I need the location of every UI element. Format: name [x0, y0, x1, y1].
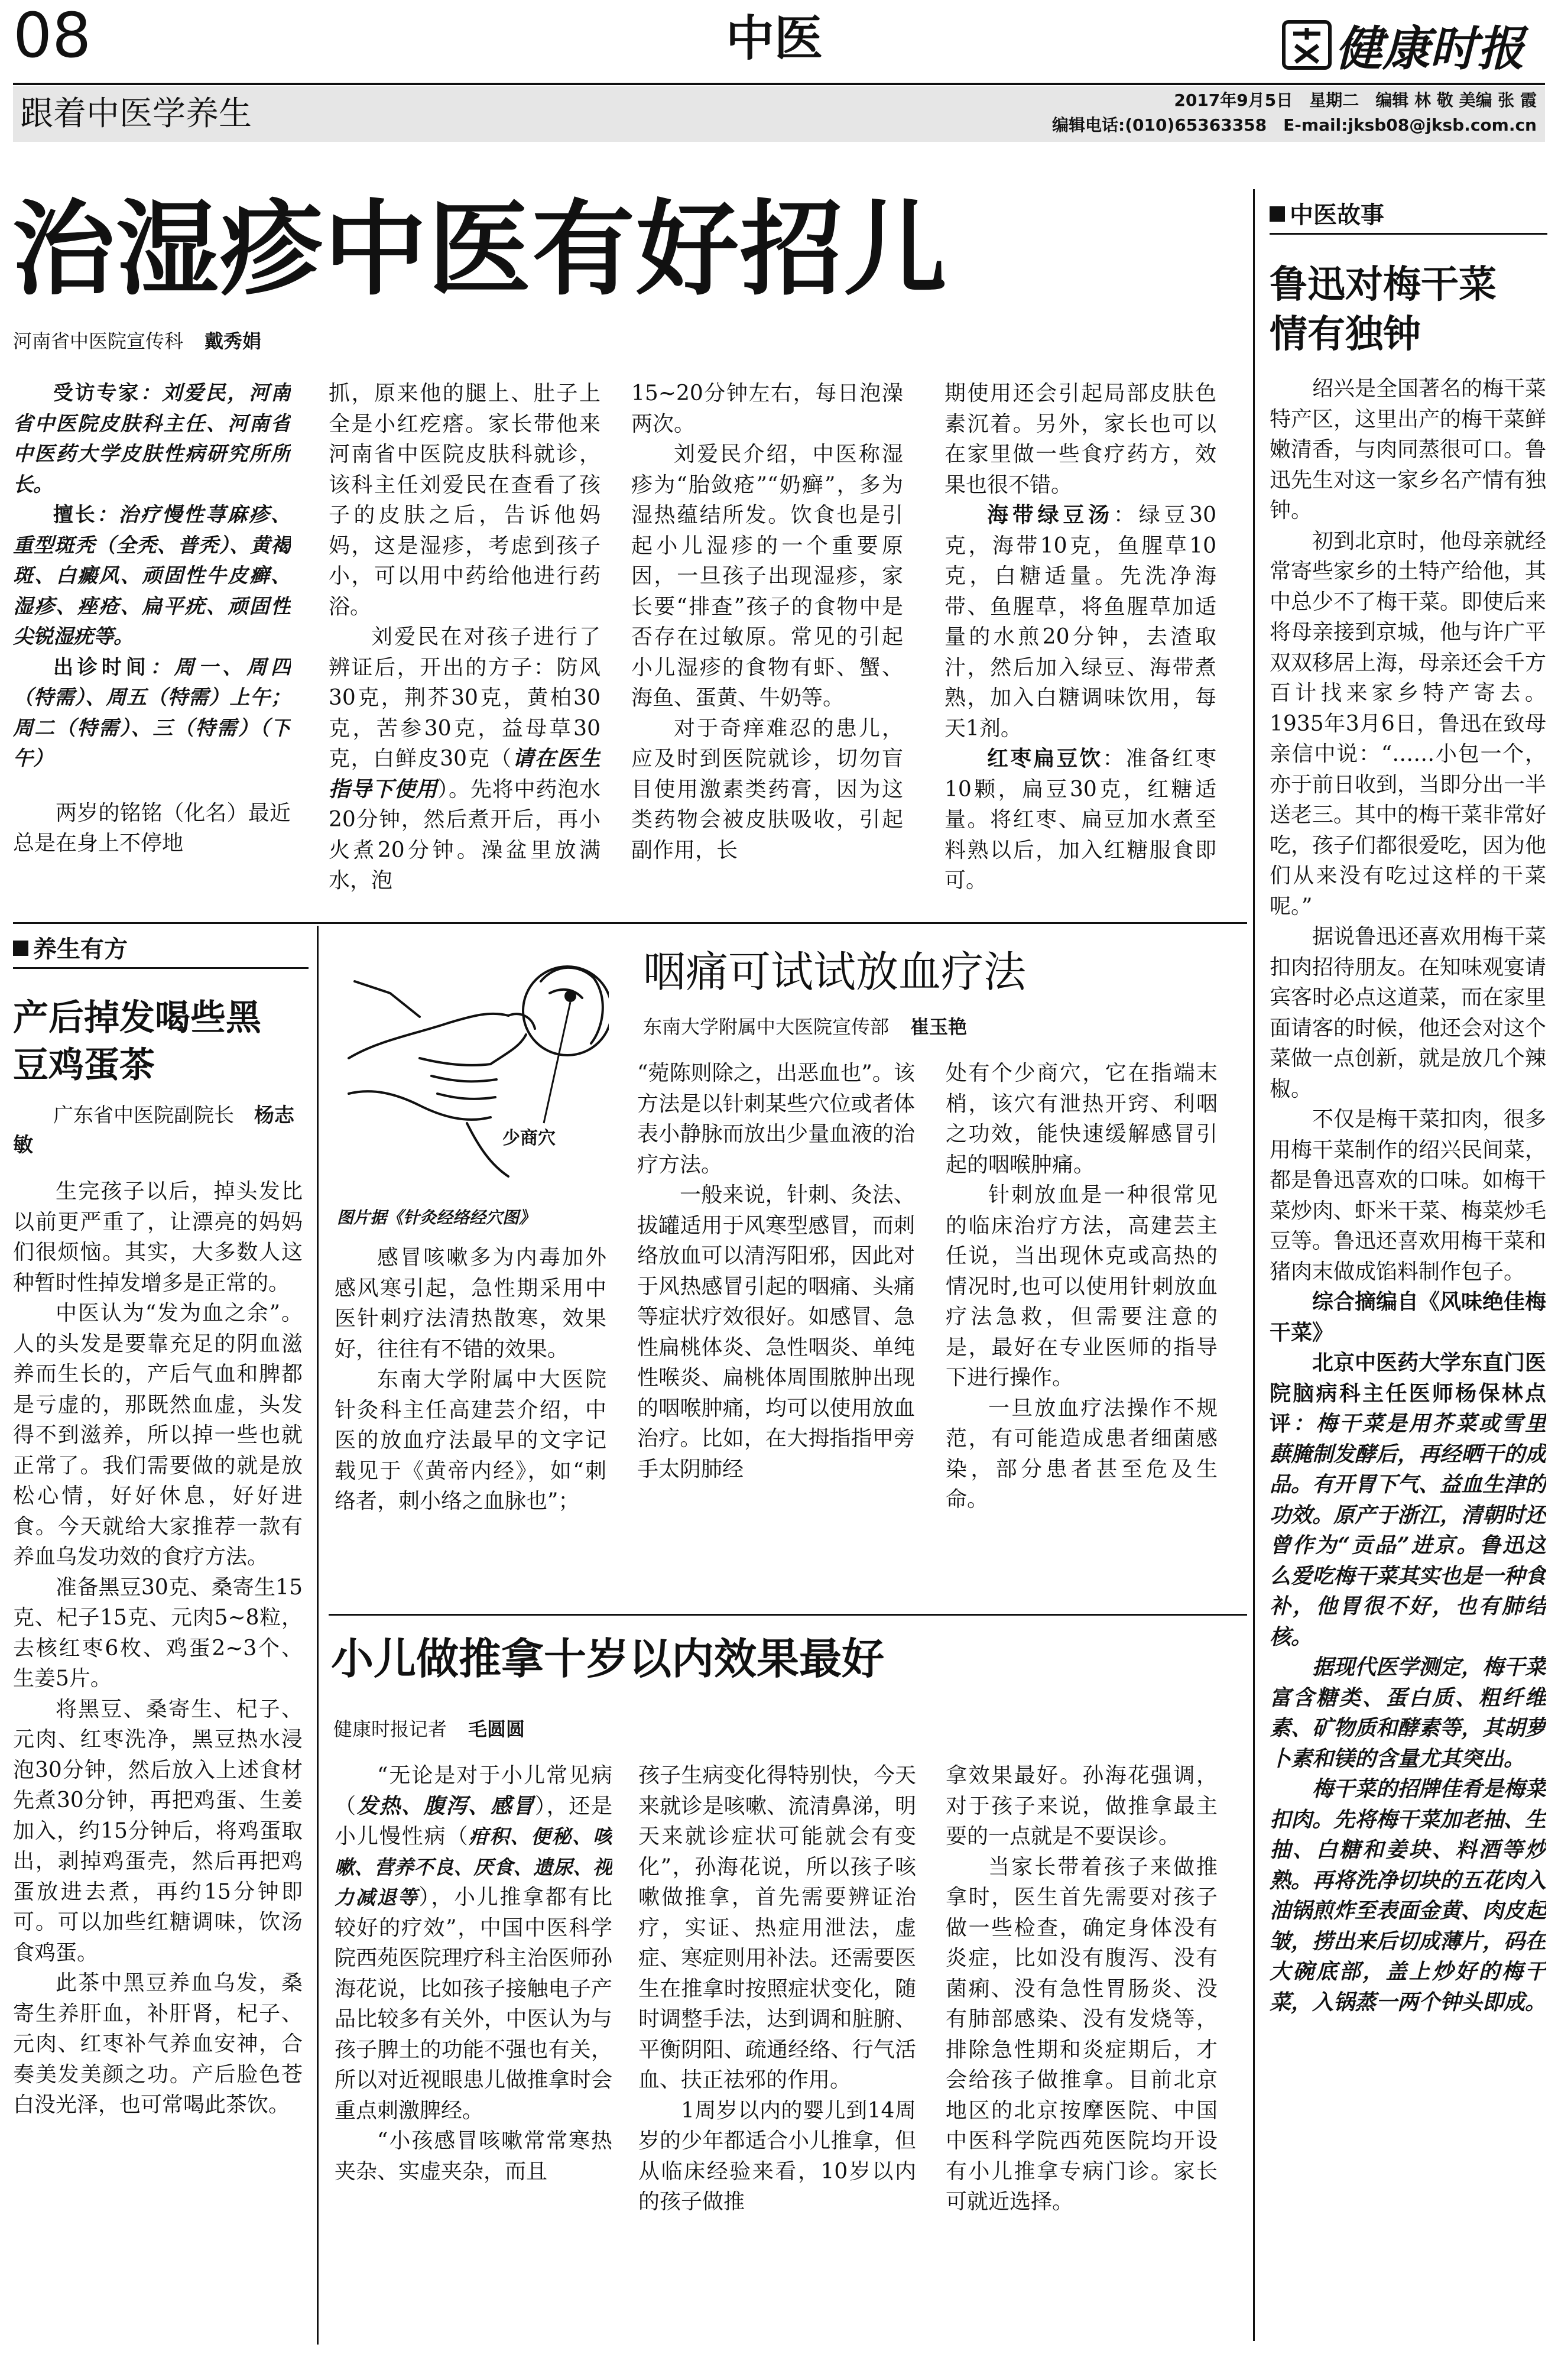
main-article-col1 — [13, 378, 291, 899]
health-box-title: 产后掉发喝些黑豆鸡蛋茶 — [13, 997, 261, 1086]
figure-caption: 图片据《针灸经络经穴图》 — [337, 1208, 536, 1227]
sidebar-section-rule — [1270, 233, 1547, 235]
main-article-byline — [13, 326, 261, 354]
sidebar-story-title: 鲁迅对梅干菜情有独钟 — [1270, 263, 1497, 356]
hand-acupoint-illustration — [331, 946, 609, 1194]
throat-col3: 处有个少商穴，它在指端末梢，该穴有泄热开窍、利咽之功效，能快速缓解感冒引起的咽喉肿痛。 针刺放血是一种很常见的临床治疗方法，高建芸主任说，当出现休克或高热的情况时,也可以使用针刺放血疗法急救，但需要注意的是，最好在专业医师的指导下进行操作。 一旦放血疗法操作不规范，有可能造成患者细菌感染，部分患者甚至危及生命。 — [946, 1061, 1218, 1512]
massage-article-title: 小儿做推拿十岁以内效果最好 — [331, 1634, 885, 1684]
health-section-rule — [13, 967, 309, 969]
main-article-col4: 期使用还会引起局部皮肤色素沉着。另外，家长也可以在家里做一些食疗药方，效果也很不错。 海带绿豆汤：绿豆30克，海带10克，鱼腥草10克，白糖适量。先洗净海带、鱼腥草，将鱼腥草加适量的水煎20分钟，去渣取汁，然后加入绿豆、海带煮熟，加入白糖调味饮用，每天1剂。 红枣扁豆饮：准备红枣10颗，扁豆30克，红糖适量。将红枣、扁豆加水煮至料熟以后，加入红糖服食即可。 — [944, 381, 1216, 893]
figure-label: 少商穴 — [502, 1128, 556, 1149]
health-box-top-rule — [13, 922, 1247, 924]
throat-article-byline: 东南大学附属中大医院宣传部 崔玉艳 — [643, 1016, 968, 1038]
date-line: 2017年9月5日 星期二 编辑 林 敬 美编 张 霞 — [1174, 90, 1537, 110]
black-square-icon — [1270, 206, 1285, 222]
main-article-col2: 抓，原来他的腿上、肚子上全是小红疙瘩。家长带他来河南省中医院皮肤科就诊，该科主任刘爱民在查看了孩子的皮肤之后，告诉他妈妈，这是湿疹，考虑到孩子小，可以用中药给他进行药浴。 刘爱民在对孩子进行了辨证后，开出的方子：防风30克，荆芥30克，黄柏30克，苦参30克，益母草30克，白鲜皮30克（请在医生指导下使用）。先将中药泡水20分钟，然后煮开后，再小火煮20分钟。澡盆里放满水，泡 — [329, 381, 601, 893]
health-box-body: 生完孩子以后，掉头发比以前更严重了，让漂亮的妈妈们很烦恼。其实，大多数人这种暂时性掉发增多是正常的。 中医认为“发为血之余”。人的头发是要靠充足的阴血滋养而生长的，产后气血和脾都是亏虚的，那既然血虚，头发得不到滋养，所以掉一些也就正常了。我们需要做的就是放松心情，好好休息，好好进食。今天就给大家推荐一款有养血乌发功效的食疗方法。 准备黑豆30克、桑寄生15克、杞子15克、元肉5~8粒，去核红枣6枚、鸡蛋2~3个、生姜5片。 将黑豆、桑寄生、杞子、元肉、红枣洗净，黑豆热水浸泡30分钟，然后放入上述食材先煮30分钟，再把鸡蛋、生姜加入，约15分钟后，将鸡蛋取出，剥掉鸡蛋壳，然后再把鸡蛋放进去煮，再约15分钟即可。可以加些红糖调味，饮汤食鸡蛋。 此茶中黑豆养血乌发，桑寄生养肝血，补肝肾，杞子、元肉、红枣补气养血安神，合奏美发美颜之功。产后脸色苍白没光泽，也可常喝此茶饮。 — [13, 1179, 303, 2117]
massage-article-byline: 健康时报记者 毛圆圆 — [333, 1718, 525, 1740]
main-c1-tail: 两岁的铭铭（化名）最近总是在身上不停地 — [13, 800, 291, 855]
masthead-title: 健康时报 — [1335, 21, 1525, 76]
sidebar-story-body: 绍兴是全国著名的梅干菜特产区，这里出产的梅干菜鲜嫩清香，与肉同蒸很可口。鲁迅先生对这一家乡名产情有独钟。 初到北京时，他母亲就经常寄些家乡的土特产给他，其中总少不了梅干菜。即使后来将母亲接到京城，他与许广平双双移居上海，母亲还会千方百计找来家乡特产寄去。1935年3月6日，鲁迅在致母亲信中说：“……小包一个，亦于前日收到，当即分出一半送老三。其中的梅干菜非常好吃，孩子们都很爱吃，因为他们从来没有吃过这样的干菜呢。” 据说鲁迅还喜欢用梅干菜扣肉招待朋友。在知味观宴请宾客时必点这道菜，而在家里面请客的时候，他还会对这个菜做一点创新，就是放几个辣椒。 不仅是梅干菜扣肉，很多用梅干菜制作的绍兴民间菜，都是鲁迅喜欢的口味。如梅干菜炒肉、虾米干菜、梅菜炒毛豆等。鲁迅还喜欢用梅干菜和猪肉末做成馅料制作包子。 综合摘编自《风味绝佳梅干菜》 北京中医药大学东直门医院脑病科主任医师杨保林点评：梅干菜是用芥菜或雪里蕻腌制发酵后，再经晒干的成品。有开胃下气、益血生津的功效。原产于浙江，清朝时还曾作为“贡品”进京。鲁迅这么爱吃梅干菜其实也是一种食补，他胃很不好，也有肺结核。 据现代医学测定，梅干菜富含糖类、蛋白质、粗纤维素、矿物质和酵素等，其胡萝卜素和镁的含量尤其突出。 梅干菜的招牌佳肴是梅菜扣肉。先将梅干菜加老抽、生抽、白糖和姜块、料酒等炒熟。再将洗净切块的五花肉入油锅煎炸至表面金黄、肉皮起皱，捞出来后切成薄片，码在大碗底部，盖上炒好的梅干菜，入锅蒸一两个钟头即成。 — [1270, 377, 1546, 2015]
massage-col2: 孩子生病变化得特别快，今天来就诊是咳嗽、流清鼻涕，明天来就诊症状可能就会有变化”，孙海花说，所以孩子咳嗽做推拿，首先需要辨证治疗，实证、热症用泄法，虚症、寒症则用补法。还需要医生在推拿时按照症状变化，随时调整手法，达到调和脏腑、平衡阴阳、疏通经络、行气活血、扶正祛邪的作用。 1周岁以内的婴儿到14周岁的少年都适合小儿推拿，但从临床经验来看，10岁以内的孩子做推 — [638, 1763, 916, 2214]
expert-hours: 出诊时间：周一、周四（特需）、周五（特需）上午；周二（特需）、三（特需）（下午） — [13, 655, 291, 770]
sidebar-divider — [1253, 189, 1255, 2341]
throat-col1: 感冒咳嗽多为内毒加外感风寒引起，急性期采用中医针刺疗法清热散寒，效果好，往往有不错的效果。 东南大学附属中大医院针灸科主任高建芸介绍，中医的放血疗法最早的文字记载见于《黄帝内经》，如“刺络者，刺小络之血脉也”； — [335, 1246, 606, 1513]
throat-article-title: 咽痛可试试放血疗法 — [643, 947, 1027, 997]
massage-top-rule — [329, 1614, 1247, 1616]
health-box-author: 杨志敏 — [13, 1104, 294, 1157]
expert-block: 受访专家：刘爱民，河南省中医院皮肤科主任、河南省中医药大学皮肤性病研究所所长。 — [13, 381, 291, 497]
main-article-col3: 15~20分钟左右，每日泡澡两次。 刘爱民介绍，中医称湿疹为“胎敛疮”“奶癣”，多为湿热蕴结所发。饮食也是引起小儿湿疹的一个重要原因，一旦孩子出现湿疹，家长要“排查”孩子的食物中是否存在过敏原。常见的引起小儿湿疹的食物有虾、蟹、海鱼、蛋黄、牛奶等。 对于奇痒难忍的患儿，应及时到医院就诊，切勿盲目使用激素类药膏，因为这类药物会被皮肤吸收，引起副作用，长 — [631, 381, 903, 862]
health-section-bar: 养生有方 — [13, 933, 128, 966]
byline-org: 河南省中医院宣传科 — [13, 330, 184, 352]
page-number: 08 — [13, 0, 92, 72]
massage-col1: “无论是对于小儿常见病（发热、腹泻、感冒），还是小儿慢性病（疳积、便秘、咳嗽、营养不良、厌食、遗尿、视力减退等），小儿推拿都有比较好的疗效”，中国中医科学院西苑医院理疗科主治医师孙海花说，比如孩子接触电子产品比较多有关外，中医认为与孩子脾土的功能不强也有关，所以对近视眼患儿做推拿时会重点刺激脾经。 “小孩感冒咳嗽常常寒热夹杂、实虚夹杂，而且 — [335, 1763, 612, 2184]
column-tag: 跟着中医学养生 — [20, 95, 252, 133]
acupoint-illustration — [331, 946, 609, 1194]
expert-specialty: 擅长：治疗慢性荨麻疹、重型斑秃（全秃、普秃）、黄褐斑、白癜风、顽固性牛皮癣、湿疹、痤疮、扁平疣、顽固性尖锐湿疣等。 — [13, 503, 291, 648]
masthead-logo-icon — [1281, 20, 1332, 70]
header-rule — [13, 83, 1545, 85]
contact-line: 编辑电话:(010)65363358 E-mail:jksb08@jksb.com.cn — [1052, 115, 1537, 135]
masthead — [1281, 11, 1525, 76]
health-box-divider — [317, 926, 319, 2345]
massage-col3: 拿效果最好。孙海花强调，对于孩子来说，做推拿最主要的一点就是不要误诊。 当家长带着孩子来做推拿时，医生首先需要对孩子做一些检查，确定身体没有炎症，比如没有腹泻、没有菌痢、没有急性胃肠炎、没有肺部感染、没有发烧等，排除急性期和炎症期后，才会给孩子做推拿。目前北京地区的北京按摩医院、中国中医科学院西苑医院均开设有小儿推拿专病门诊。家长可就近选择。 — [946, 1763, 1218, 2214]
byline-author: 戴秀娟 — [205, 330, 262, 352]
black-square-icon — [13, 941, 28, 956]
main-article-title: 治湿疹中医有好招儿 — [12, 189, 949, 310]
section-title: 中医 — [726, 11, 823, 67]
sidebar-section-bar: 中医故事 — [1270, 199, 1384, 232]
throat-col2: “菀陈则除之，出恶血也”。该方法是以针刺某些穴位或者体表小静脉而放出少量血液的治疗方法。 一般来说，针刺、灸法、拔罐适用于风寒型感冒，而刺络放血可以清泻阳邪，因此对于风热感冒引起的咽痛、头痛等症状疗效很好。如感冒、急性扁桃体炎、急性咽炎、单纯性喉炎、扁桃体周围脓肿出现的咽喉肿痛，均可以使用放血治疗。比如，在大拇指指甲旁手太阴肺经 — [637, 1061, 915, 1481]
health-box-byline: 广东省中医院副院长 杨志敏 — [13, 1104, 294, 1157]
